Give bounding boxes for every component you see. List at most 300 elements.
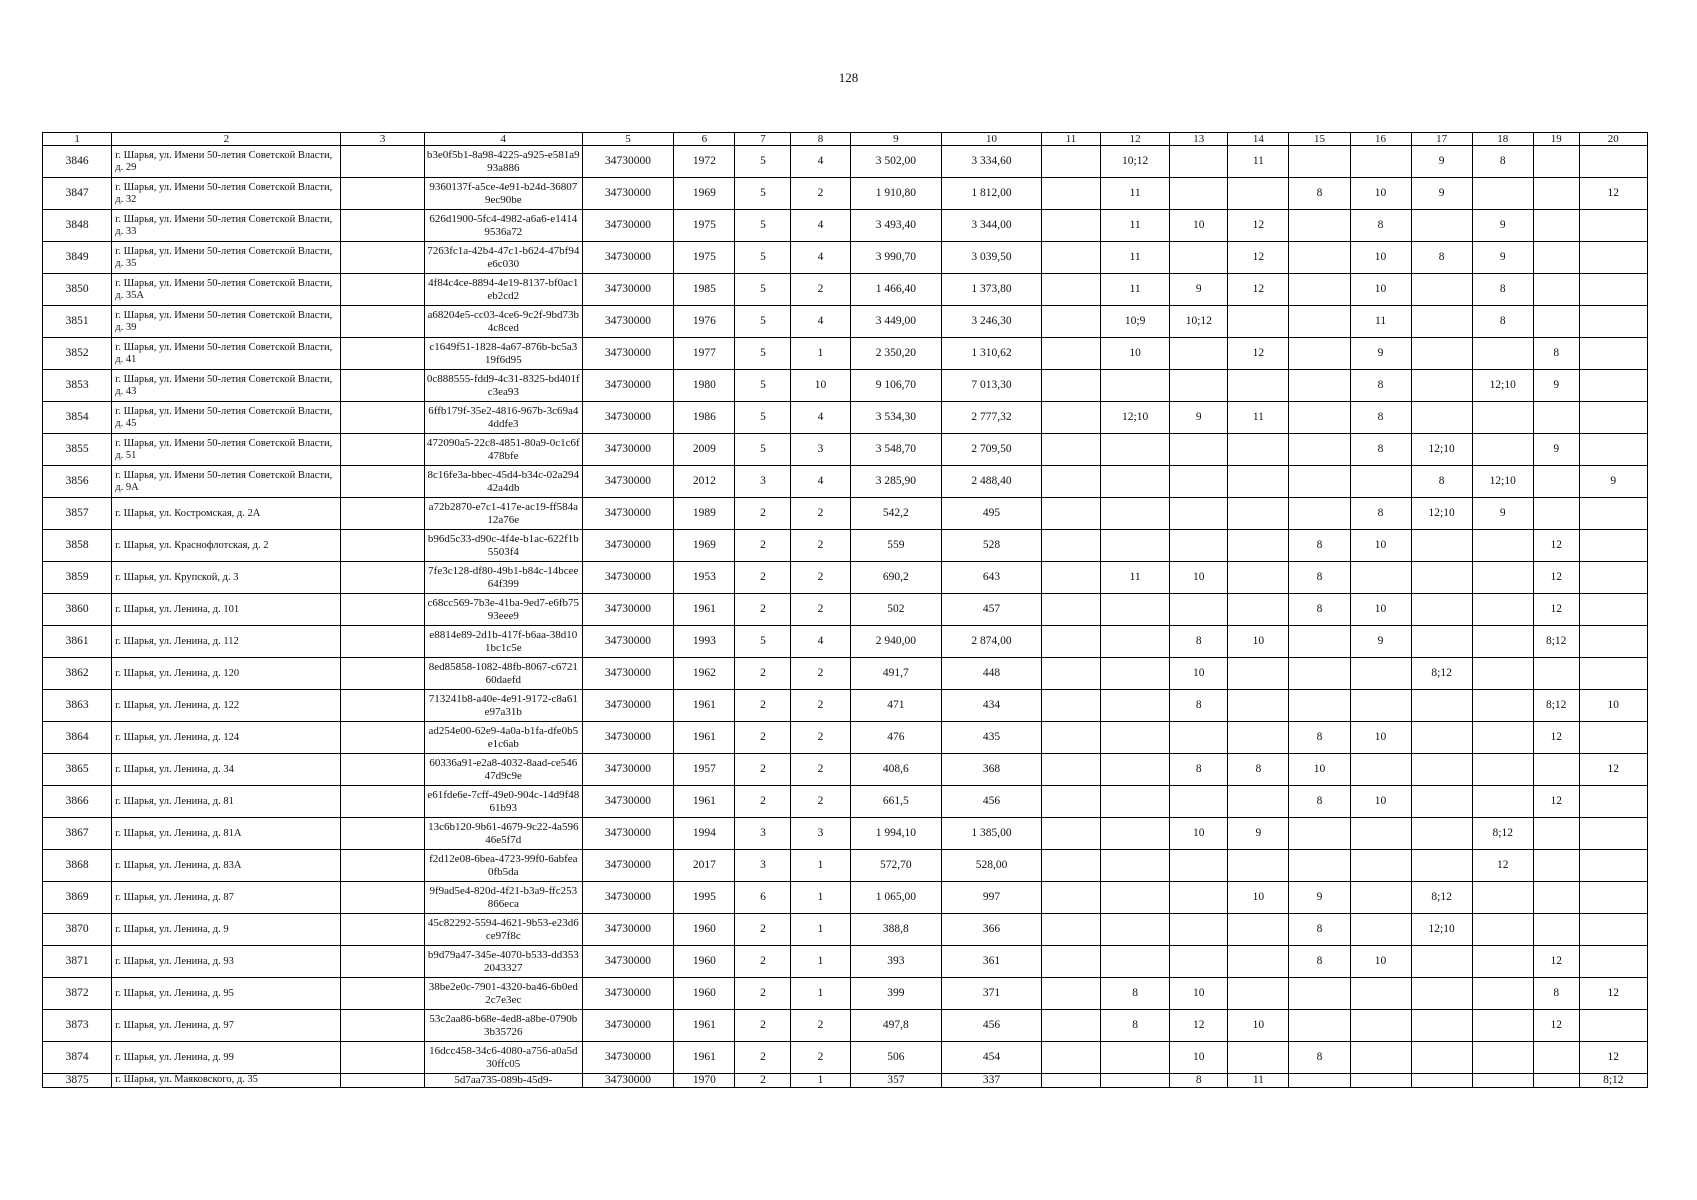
row-number-cell: 3851 xyxy=(43,306,112,338)
table-cell xyxy=(1289,818,1350,850)
address-cell: г. Шарья, ул. Ленина, д. 81А xyxy=(112,818,341,850)
table-cell: 2 xyxy=(735,786,791,818)
table-cell xyxy=(341,1010,425,1042)
guid-cell: 8c16fe3a-bbec-45d4-b34c-02a29442a4db xyxy=(424,466,582,498)
address-cell: г. Шарья, ул. Ленина, д. 87 xyxy=(112,882,341,914)
table-cell xyxy=(1041,946,1100,978)
table-cell: 371 xyxy=(942,978,1042,1010)
table-row xyxy=(43,274,1648,306)
table-cell xyxy=(1472,626,1533,658)
table-cell: 9 xyxy=(1170,274,1228,306)
guid-cell: c1649f51-1828-4a67-876b-bc5a319f6d95 xyxy=(424,338,582,370)
table-cell xyxy=(341,1042,425,1074)
table-cell xyxy=(1041,1042,1100,1074)
table-cell: 3 990,70 xyxy=(850,242,942,274)
table-row xyxy=(43,690,1648,722)
table-cell: 10 xyxy=(1350,242,1411,274)
row-number-cell: 3846 xyxy=(43,146,112,178)
table-cell xyxy=(1350,882,1411,914)
table-cell: 8 xyxy=(1350,434,1411,466)
table-cell: 361 xyxy=(942,946,1042,978)
table-cell: 8 xyxy=(1289,530,1350,562)
table-cell: 2 xyxy=(735,594,791,626)
table-cell xyxy=(1411,274,1472,306)
table-cell: 3 xyxy=(735,818,791,850)
table-cell xyxy=(1228,530,1289,562)
table-cell: 2 xyxy=(735,690,791,722)
table-cell xyxy=(341,370,425,402)
row-number-cell: 3854 xyxy=(43,402,112,434)
table-cell: 9 xyxy=(1228,818,1289,850)
table-cell: 3 493,40 xyxy=(850,210,942,242)
table-cell: 3 246,30 xyxy=(942,306,1042,338)
table-cell: 2 940,00 xyxy=(850,626,942,658)
guid-cell: ad254e00-62e9-4a0a-b1fa-dfe0b5e1c6ab xyxy=(424,722,582,754)
table-cell xyxy=(1289,626,1350,658)
address-cell: г. Шарья, ул. Имени 50-летия Советской Власти, д. 35 xyxy=(112,242,341,274)
table-row xyxy=(43,978,1648,1010)
table-cell xyxy=(1533,914,1579,946)
table-cell xyxy=(1472,594,1533,626)
table-cell: 2 xyxy=(791,562,850,594)
table-cell xyxy=(1350,1010,1411,1042)
table-cell xyxy=(1289,338,1350,370)
table-cell xyxy=(1533,1074,1579,1088)
table-cell xyxy=(1289,690,1350,722)
table-cell xyxy=(1101,370,1170,402)
table-cell xyxy=(1289,274,1350,306)
column-number-cell: 6 xyxy=(674,133,735,146)
table-cell: 12 xyxy=(1228,210,1289,242)
guid-cell: 8ed85858-1082-48fb-8067-c672160daefd xyxy=(424,658,582,690)
table-cell: 9 xyxy=(1533,370,1579,402)
table-cell: 1960 xyxy=(674,978,735,1010)
table-cell: 2 xyxy=(735,1010,791,1042)
table-cell: 11 xyxy=(1228,1074,1289,1088)
row-number-cell: 3849 xyxy=(43,242,112,274)
table-row xyxy=(43,594,1648,626)
address-cell: г. Шарья, ул. Имени 50-летия Советской Власти, д. 39 xyxy=(112,306,341,338)
table-cell: 495 xyxy=(942,498,1042,530)
table-cell xyxy=(1350,562,1411,594)
table-cell: 5 xyxy=(735,274,791,306)
row-number-cell: 3858 xyxy=(43,530,112,562)
table-cell xyxy=(1041,914,1100,946)
table-cell xyxy=(1170,466,1228,498)
table-cell: 10 xyxy=(1228,626,1289,658)
table-cell xyxy=(1101,690,1170,722)
address-cell: г. Шарья, ул. Имени 50-летия Советской Власти, д. 9А xyxy=(112,466,341,498)
table-cell: 8 xyxy=(1289,594,1350,626)
table-cell xyxy=(1289,1010,1350,1042)
row-number-cell: 3866 xyxy=(43,786,112,818)
table-cell: 34730000 xyxy=(582,914,674,946)
table-cell xyxy=(1533,466,1579,498)
table-cell: 1 994,10 xyxy=(850,818,942,850)
table-cell xyxy=(1041,242,1100,274)
table-cell xyxy=(341,882,425,914)
column-number-cell: 18 xyxy=(1472,133,1533,146)
table-cell xyxy=(1101,786,1170,818)
table-cell xyxy=(1533,306,1579,338)
table-cell: 3 449,00 xyxy=(850,306,942,338)
table-cell: 434 xyxy=(942,690,1042,722)
guid-cell: 16dcc458-34c6-4080-a756-a0a5d30ffc05 xyxy=(424,1042,582,1074)
table-cell: 10 xyxy=(1170,978,1228,1010)
table-row xyxy=(43,530,1648,562)
table-cell: 1972 xyxy=(674,146,735,178)
table-cell: 476 xyxy=(850,722,942,754)
table-cell: 34730000 xyxy=(582,690,674,722)
table-cell xyxy=(1411,818,1472,850)
table-cell xyxy=(1041,146,1100,178)
column-number-cell: 19 xyxy=(1533,133,1579,146)
table-cell: 11 xyxy=(1101,178,1170,210)
table-cell xyxy=(1411,338,1472,370)
table-cell: 4 xyxy=(791,210,850,242)
table-cell: 8;12 xyxy=(1579,1074,1647,1088)
address-cell: г. Шарья, ул. Ленина, д. 9 xyxy=(112,914,341,946)
table-cell xyxy=(1350,754,1411,786)
row-number-cell: 3873 xyxy=(43,1010,112,1042)
table-cell xyxy=(1472,690,1533,722)
column-number-cell: 15 xyxy=(1289,133,1350,146)
row-number-cell: 3869 xyxy=(43,882,112,914)
table-cell: 12;10 xyxy=(1411,914,1472,946)
column-number-cell: 1 xyxy=(43,133,112,146)
table-cell xyxy=(341,850,425,882)
table-cell: 997 xyxy=(942,882,1042,914)
guid-cell: 472090a5-22c8-4851-80a9-0c1c6f478bfe xyxy=(424,434,582,466)
table-row xyxy=(43,722,1648,754)
table-cell xyxy=(1228,690,1289,722)
table-cell xyxy=(341,562,425,594)
row-number-cell: 3863 xyxy=(43,690,112,722)
table-cell xyxy=(1041,434,1100,466)
table-row xyxy=(43,562,1648,594)
page-number: 128 xyxy=(838,70,859,85)
table-cell xyxy=(1170,370,1228,402)
table-cell xyxy=(1228,978,1289,1010)
table-cell: 1970 xyxy=(674,1074,735,1088)
table-cell: 34730000 xyxy=(582,370,674,402)
table-cell xyxy=(1472,978,1533,1010)
address-cell: г. Шарья, ул. Ленина, д. 101 xyxy=(112,594,341,626)
table-cell: 2 xyxy=(791,178,850,210)
table-cell xyxy=(1041,466,1100,498)
table-cell: 10 xyxy=(1170,210,1228,242)
table-cell: 2 xyxy=(791,594,850,626)
table-cell xyxy=(341,722,425,754)
table-cell: 1969 xyxy=(674,530,735,562)
table-cell xyxy=(341,498,425,530)
table-cell: 1 910,80 xyxy=(850,178,942,210)
table-cell: 2 350,20 xyxy=(850,338,942,370)
table-cell: 12 xyxy=(1533,722,1579,754)
table-cell xyxy=(1170,530,1228,562)
table-cell xyxy=(1579,626,1647,658)
table-cell: 8 xyxy=(1411,466,1472,498)
table-cell xyxy=(1533,658,1579,690)
table-cell: 11 xyxy=(1101,242,1170,274)
table-cell: 1986 xyxy=(674,402,735,434)
table-cell xyxy=(1472,530,1533,562)
table-cell xyxy=(1228,658,1289,690)
table-cell: 5 xyxy=(735,178,791,210)
column-number-cell: 14 xyxy=(1228,133,1289,146)
table-cell: 10 xyxy=(1101,338,1170,370)
table-cell xyxy=(1170,178,1228,210)
table-cell xyxy=(1289,498,1350,530)
table-cell: 10 xyxy=(791,370,850,402)
table-cell: 1 xyxy=(791,338,850,370)
table-cell: 10 xyxy=(1579,690,1647,722)
table-cell: 9 xyxy=(1472,242,1533,274)
table-cell: 34730000 xyxy=(582,466,674,498)
table-cell: 3 xyxy=(791,818,850,850)
table-cell: 2 xyxy=(735,722,791,754)
table-cell: 1975 xyxy=(674,210,735,242)
table-cell xyxy=(1228,914,1289,946)
address-cell: г. Шарья, ул. Ленина, д. 93 xyxy=(112,946,341,978)
table-cell: 12 xyxy=(1170,1010,1228,1042)
guid-cell: 5d7aa735-089b-45d9- xyxy=(424,1074,582,1088)
table-cell xyxy=(1579,306,1647,338)
table-row xyxy=(43,850,1648,882)
table-cell xyxy=(1289,146,1350,178)
table-cell: 11 xyxy=(1101,274,1170,306)
table-cell: 34730000 xyxy=(582,978,674,1010)
table-cell: 9 xyxy=(1170,402,1228,434)
table-cell xyxy=(1411,946,1472,978)
table-row xyxy=(43,882,1648,914)
table-cell xyxy=(1101,626,1170,658)
table-cell: 2 xyxy=(791,786,850,818)
table-cell: 8 xyxy=(1289,786,1350,818)
table-cell: 34730000 xyxy=(582,946,674,978)
table-cell xyxy=(1472,722,1533,754)
table-cell: 10;12 xyxy=(1101,146,1170,178)
table-cell: 5 xyxy=(735,434,791,466)
table-cell xyxy=(1533,1042,1579,1074)
table-cell: 399 xyxy=(850,978,942,1010)
table-cell xyxy=(1411,1074,1472,1088)
table-cell xyxy=(1472,658,1533,690)
table-cell xyxy=(1228,722,1289,754)
table-cell: 9 xyxy=(1350,626,1411,658)
table-cell xyxy=(1170,946,1228,978)
table-cell xyxy=(1170,338,1228,370)
table-cell: 34730000 xyxy=(582,1010,674,1042)
table-cell xyxy=(341,946,425,978)
table-cell: 1 xyxy=(791,978,850,1010)
table-cell: 3 xyxy=(735,850,791,882)
table-cell xyxy=(1041,754,1100,786)
table-cell: 8 xyxy=(1170,1074,1228,1088)
table-cell xyxy=(1101,1074,1170,1088)
table-cell: 528 xyxy=(942,530,1042,562)
table-cell: 10 xyxy=(1350,178,1411,210)
table-cell: 2009 xyxy=(674,434,735,466)
table-cell xyxy=(1411,210,1472,242)
table-cell xyxy=(1041,402,1100,434)
table-cell: 559 xyxy=(850,530,942,562)
table-cell xyxy=(1472,178,1533,210)
table-cell xyxy=(1228,498,1289,530)
table-cell: 5 xyxy=(735,626,791,658)
table-row xyxy=(43,402,1648,434)
table-cell: 1960 xyxy=(674,914,735,946)
table-cell: 2 xyxy=(735,754,791,786)
table-cell: 3 344,00 xyxy=(942,210,1042,242)
table-cell xyxy=(1101,754,1170,786)
table-cell: 34730000 xyxy=(582,146,674,178)
table-cell: 12;10 xyxy=(1411,498,1472,530)
table-cell xyxy=(1041,850,1100,882)
table-cell xyxy=(1411,594,1472,626)
table-cell xyxy=(1411,530,1472,562)
table-cell: 11 xyxy=(1228,146,1289,178)
table-cell xyxy=(1228,434,1289,466)
table-cell xyxy=(341,146,425,178)
guid-cell: 53c2aa86-b68e-4ed8-a8be-0790b3b35726 xyxy=(424,1010,582,1042)
table-cell xyxy=(341,338,425,370)
table-cell xyxy=(1041,498,1100,530)
address-cell: г. Шарья, ул. Имени 50-летия Советской Власти, д. 35А xyxy=(112,274,341,306)
column-number-cell: 5 xyxy=(582,133,674,146)
table-cell xyxy=(1350,690,1411,722)
guid-cell: a68204e5-cc03-4ce6-9c2f-9bd73b4c8ced xyxy=(424,306,582,338)
row-number-cell: 3874 xyxy=(43,1042,112,1074)
table-cell: 2017 xyxy=(674,850,735,882)
table-cell: 11 xyxy=(1101,210,1170,242)
table-cell xyxy=(341,978,425,1010)
table-cell: 1 xyxy=(791,946,850,978)
table-cell: 3 502,00 xyxy=(850,146,942,178)
table-cell: 9 xyxy=(1289,882,1350,914)
table-cell: 357 xyxy=(850,1074,942,1088)
table-cell: 1 xyxy=(791,850,850,882)
table-cell: 454 xyxy=(942,1042,1042,1074)
table-cell xyxy=(1579,210,1647,242)
table-cell xyxy=(341,402,425,434)
address-cell: г. Шарья, ул. Имени 50-летия Советской Власти, д. 32 xyxy=(112,178,341,210)
guid-cell: 6ffb179f-35e2-4816-967b-3c69a44ddfe3 xyxy=(424,402,582,434)
table-cell: 12 xyxy=(1228,242,1289,274)
row-number-cell: 3865 xyxy=(43,754,112,786)
table-cell xyxy=(1579,786,1647,818)
table-cell: 9 xyxy=(1472,210,1533,242)
table-cell: 9 xyxy=(1350,338,1411,370)
table-cell: 2 xyxy=(735,530,791,562)
table-cell: 6 xyxy=(735,882,791,914)
guid-cell: a72b2870-e7c1-417e-ac19-ff584a12a76e xyxy=(424,498,582,530)
table-cell: 4 xyxy=(791,146,850,178)
table-cell: 8 xyxy=(1170,690,1228,722)
table-row xyxy=(43,946,1648,978)
table-cell xyxy=(1228,946,1289,978)
table-cell: 2 xyxy=(735,498,791,530)
table-cell: 9 xyxy=(1579,466,1647,498)
table-cell xyxy=(1411,626,1472,658)
address-cell: г. Шарья, ул. Краснофлотская, д. 2 xyxy=(112,530,341,562)
table-row xyxy=(43,210,1648,242)
table-cell: 8 xyxy=(1472,274,1533,306)
table-cell xyxy=(1350,658,1411,690)
table-cell: 8 xyxy=(1228,754,1289,786)
table-cell: 10;9 xyxy=(1101,306,1170,338)
address-cell: г. Шарья, ул. Ленина, д. 81 xyxy=(112,786,341,818)
table-cell xyxy=(1101,850,1170,882)
table-cell: 1 385,00 xyxy=(942,818,1042,850)
table-cell xyxy=(1579,146,1647,178)
table-cell: 2 xyxy=(791,658,850,690)
table-cell: 1960 xyxy=(674,946,735,978)
table-cell: 3 285,90 xyxy=(850,466,942,498)
table-cell: 393 xyxy=(850,946,942,978)
table-cell: 8 xyxy=(1533,978,1579,1010)
table-cell: 1961 xyxy=(674,690,735,722)
table-cell xyxy=(1228,306,1289,338)
row-number-cell: 3852 xyxy=(43,338,112,370)
table-cell: 2 xyxy=(735,658,791,690)
table-cell: 366 xyxy=(942,914,1042,946)
row-number-cell: 3847 xyxy=(43,178,112,210)
table-cell: 1976 xyxy=(674,306,735,338)
table-cell xyxy=(1170,882,1228,914)
table-cell: 8 xyxy=(1350,210,1411,242)
guid-cell: 713241b8-a40e-4e91-9172-c8a61e97a31b xyxy=(424,690,582,722)
table-cell: 9 xyxy=(1472,498,1533,530)
table-cell xyxy=(1170,594,1228,626)
table-cell xyxy=(341,754,425,786)
table-cell: 8 xyxy=(1350,370,1411,402)
table-cell: 2 777,32 xyxy=(942,402,1042,434)
table-cell: 368 xyxy=(942,754,1042,786)
table-cell xyxy=(1579,562,1647,594)
table-cell: 34730000 xyxy=(582,626,674,658)
guid-cell: 9f9ad5e4-820d-4f21-b3a9-ffc253866eca xyxy=(424,882,582,914)
table-cell: 12 xyxy=(1533,1010,1579,1042)
table-cell: 34730000 xyxy=(582,306,674,338)
address-cell: г. Шарья, ул. Ленина, д. 97 xyxy=(112,1010,341,1042)
table-cell: 12 xyxy=(1533,786,1579,818)
table-cell: 9 xyxy=(1411,146,1472,178)
row-number-cell: 3857 xyxy=(43,498,112,530)
table-row xyxy=(43,306,1648,338)
table-cell xyxy=(1350,850,1411,882)
table-cell: 1969 xyxy=(674,178,735,210)
address-cell: г. Шарья, ул. Имени 50-летия Советской Власти, д. 51 xyxy=(112,434,341,466)
address-cell: г. Шарья, ул. Ленина, д. 95 xyxy=(112,978,341,1010)
table-cell: 2012 xyxy=(674,466,735,498)
table-cell xyxy=(341,594,425,626)
table-cell: 34730000 xyxy=(582,498,674,530)
table-cell xyxy=(1472,914,1533,946)
table-cell xyxy=(1411,722,1472,754)
table-cell xyxy=(1579,498,1647,530)
table-cell: 1962 xyxy=(674,658,735,690)
address-cell: г. Шарья, ул. Имени 50-летия Советской Власти, д. 43 xyxy=(112,370,341,402)
table-cell: 34730000 xyxy=(582,594,674,626)
table-cell: 12 xyxy=(1579,178,1647,210)
table-cell: 8 xyxy=(1350,498,1411,530)
table-cell xyxy=(1170,242,1228,274)
table-row xyxy=(43,338,1648,370)
table-cell: 12 xyxy=(1533,594,1579,626)
table-cell: 2 488,40 xyxy=(942,466,1042,498)
guid-cell: 45c82292-5594-4621-9b53-e23d6ce97f8c xyxy=(424,914,582,946)
